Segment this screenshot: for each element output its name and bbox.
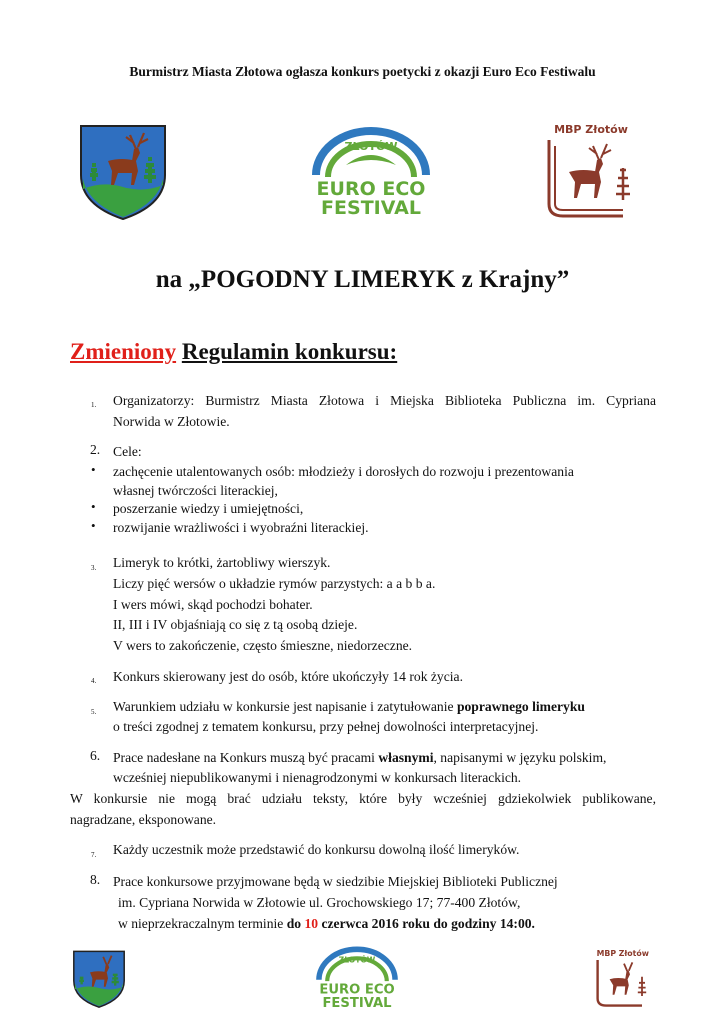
item-number: 4. xyxy=(91,677,97,685)
zlotow-coat-of-arms-icon xyxy=(78,123,168,221)
announcement-header: Burmistrz Miasta Złotowa ogłasza konkurs poetycki z okazji Euro Eco Festiwalu xyxy=(129,64,596,79)
festival-line1-text: EURO ECO xyxy=(316,178,426,200)
festival-arc-text: ZŁOTÓW xyxy=(338,955,376,965)
item-8-deadline-rest: czerwca 2016 roku do godziny 14:00. xyxy=(318,916,535,931)
festival-line1-text: EURO ECO xyxy=(319,982,395,998)
bullet-icon: • xyxy=(91,518,96,533)
item-2-bullet-1-line2: własnej twórczości literackiej, xyxy=(113,483,278,498)
item-6-line1-post: , napisanymi w języku polskim, xyxy=(433,750,607,765)
item-4-text: Konkurs skierowany jest do osób, które ukończyły 14 rok życia. xyxy=(113,669,463,684)
item-6-emphasis: własnymi xyxy=(378,750,434,765)
item-6-line1-pre: Prace nadesłane na Konkurs muszą być pracami xyxy=(113,750,379,765)
item-number: 3. xyxy=(91,564,97,572)
item-7-text: Każdy uczestnik może przedstawić do konkursu dowolną ilość limeryków. xyxy=(113,842,520,857)
mbp-zlotow-library-logo xyxy=(543,120,643,220)
item-number: 6. xyxy=(90,748,101,763)
item-number: 1. xyxy=(91,401,97,409)
contest-title: na „POGODNY LIMERYK z Krajny” xyxy=(155,266,570,293)
item-number: 2. xyxy=(90,442,101,457)
item-number: 8. xyxy=(90,872,101,887)
library-logo-text: MBP Złotów xyxy=(596,948,649,958)
item-8-line3-pre: w nieprzekraczalnym terminie xyxy=(118,916,287,931)
library-logo-text: MBP Złotów xyxy=(554,123,628,136)
item-8-line2: im. Cypriana Norwida w Złotowie ul. Grochowskiego 17; 77-400 Złotów, xyxy=(118,895,521,910)
item-2-bullet-1-line1: zachęcenie utalentowanych osób: młodzieży i dorosłych do rozwoju i prezentowania xyxy=(113,464,574,479)
item-8-deadline-day: 10 xyxy=(304,916,319,931)
festival-line2-text: FESTIVAL xyxy=(321,197,421,217)
mbp-zlotow-library-small-logo xyxy=(594,946,654,1010)
item-5-line2: o treści zgodnej z tematem konkursu, przy pełnej dowolności interpretacyjnej. xyxy=(113,719,539,734)
item-8-line3 xyxy=(118,914,535,934)
regulation-heading xyxy=(70,339,397,365)
zlotow-coat-of-arms-small-icon xyxy=(72,948,126,1010)
bullet-icon: • xyxy=(91,499,96,514)
item-3-line5: V wers to zakończenie, często śmieszne, niedorzeczne. xyxy=(113,638,413,653)
item-1-line1: Organizatorzy: Burmistrz Miasta Złotowa i Miejska Biblioteka Publiczna im. Cypriana xyxy=(113,393,656,408)
item-number: 7. xyxy=(91,851,97,859)
regulation-label: Regulamin konkursu: xyxy=(181,339,398,364)
item-number: 5. xyxy=(91,708,97,716)
item-8-line1: Prace konkursowe przyjmowane będą w siedzibie Miejskiej Biblioteki Publicznej xyxy=(113,874,558,889)
item-3-line1: Limeryk to krótki, żartobliwy wierszyk. xyxy=(113,555,331,570)
item-2-title: Cele: xyxy=(113,444,142,459)
item-6-line1 xyxy=(113,748,606,768)
item-1-line2: Norwida w Złotowie. xyxy=(113,414,230,429)
item-3-line4: II, III i IV objaśniają co się z tą osobą dzieje. xyxy=(113,617,358,632)
item-6-line2: wcześniej niepublikowanymi i nienagrodzonymi w konkursach literackich. xyxy=(113,770,522,785)
item-3-line2: Liczy pięć wersów o układzie rymów parzystych: a a b b a. xyxy=(113,576,436,591)
item-5-emphasis: poprawnego limeryku xyxy=(456,699,585,714)
changed-label: Zmieniony xyxy=(70,339,177,364)
item-5-line1 xyxy=(113,697,585,717)
item-6-paragraph-line2: nagradzane, eksponowane. xyxy=(70,812,217,827)
item-8-deadline-do: do xyxy=(286,916,305,931)
festival-line2-text: FESTIVAL xyxy=(322,995,392,1009)
item-5-line1-text: Warunkiem udziału w konkursie jest napisanie i zatytułowanie xyxy=(113,699,457,714)
euro-eco-festival-logo xyxy=(306,125,436,217)
euro-eco-festival-small-logo xyxy=(312,945,402,1009)
item-3-line3: I wers mówi, skąd pochodzi bohater. xyxy=(113,597,313,612)
item-2-bullet-2: poszerzanie wiedzy i umiejętności, xyxy=(113,501,304,516)
item-6-paragraph-line1: W konkursie nie mogą brać udziału teksty, które były wcześniej gdziekolwiek publikowane, xyxy=(70,791,656,806)
item-2-bullet-3: rozwijanie wrażliwości i wyobraźni literackiej. xyxy=(113,520,369,535)
festival-arc-text: ZŁOTÓW xyxy=(344,140,398,153)
bullet-icon: • xyxy=(91,462,96,477)
